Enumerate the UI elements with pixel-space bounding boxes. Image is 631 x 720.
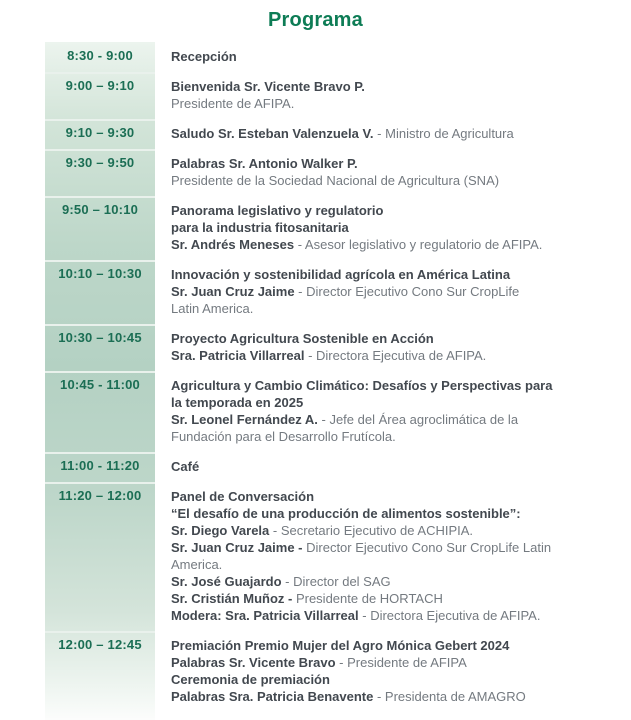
event-text-segment: Recepción [171,49,237,64]
schedule-row [0,119,631,149]
event-line [171,458,621,475]
event-text-segment: Innovación y sostenibilidad agrícola en América Latina [171,267,511,282]
event-text-segment: Proyecto Agricultura Sostenible en Acción [171,331,434,346]
event-text-segment: Modera: Sra. Patricia Villarreal [171,608,359,623]
schedule-row [0,196,631,260]
event-line [171,219,621,236]
time-range: 12:00 – 12:45 [45,631,155,659]
event-text-segment: Bienvenida Sr. Vicente Bravo P. [171,79,365,94]
event-line [171,330,621,347]
time-range: 11:20 – 12:00 [45,482,155,510]
event-text-segment: Presidente de AFIPA. [171,96,295,111]
event-line [171,573,621,590]
event-details [171,482,621,631]
event-line [171,172,621,189]
event-line [171,688,621,705]
event-line [171,347,621,364]
event-text-segment: Director Ejecutivo Cono Sur CropLife Latin [302,540,552,555]
time-range: 9:10 – 9:30 [45,119,155,147]
event-text-segment: - Directora Ejecutiva de AFIPA. [358,608,541,623]
event-text-segment: Sr. Cristián Muñoz - [171,591,293,606]
event-details [171,196,621,260]
time-range: 9:50 – 10:10 [45,196,155,224]
event-text-segment: - Asesor legislativo y regulatorio de AFIPA. [294,237,543,252]
event-line [171,556,621,573]
event-line [171,488,621,505]
event-line [171,428,621,445]
schedule-row [0,482,631,631]
event-details [171,119,621,149]
event-text-segment: para la industria fitosanitaria [171,220,349,235]
event-text-segment: - Presidente de AFIPA [335,655,467,670]
event-text-segment: Premiación Premio Mujer del Agro Mónica Gebert 2024 [171,638,510,653]
event-text-segment: Palabras Sra. Patricia Benavente [171,689,374,704]
event-details [171,42,621,72]
event-text-segment: Sr. Juan Cruz Jaime [171,284,295,299]
event-text-segment: - Director Ejecutivo Cono Sur CropLife [294,284,520,299]
event-line [171,155,621,172]
event-details [171,324,621,371]
event-line [171,522,621,539]
event-line [171,394,621,411]
time-range: 8:30 - 9:00 [67,48,133,63]
event-text-segment: - Secretario Ejecutivo de ACHIPIA. [269,523,474,538]
event-line [171,539,621,556]
event-details [171,149,621,196]
event-text-segment: - Jefe del Área agroclimática de la [317,412,519,427]
event-line [171,411,621,428]
event-details [171,452,621,482]
event-text-segment: - Directora Ejecutiva de AFIPA. [304,348,487,363]
page-title: Programa [268,9,363,31]
time-range: 11:00 - 11:20 [45,452,155,480]
event-text-segment: “El desafío de una producción de alimentos sostenible”: [171,506,521,521]
event-line [171,377,621,394]
event-line [171,202,621,219]
schedule-row [0,371,631,452]
event-text-segment: Sra. Patricia Villarreal [171,348,305,363]
event-text-segment: America. [171,557,223,572]
event-text-segment: Ceremonia de premiación [171,672,330,687]
time-range: 9:30 – 9:50 [45,149,155,177]
event-text-segment: Presidente de la Sociedad Nacional de Agricultura (SNA) [171,173,500,188]
event-text-segment: - Presidenta de AMAGRO [373,689,526,704]
event-line [171,300,621,317]
event-details [171,631,621,712]
event-text-segment: Palabras Sr. Antonio Walker P. [171,156,358,171]
event-text-segment: Panorama legislativo y regulatorio [171,203,384,218]
event-text-segment: Sr. Juan Cruz Jaime - [171,540,303,555]
schedule-row [0,149,631,196]
event-text-segment: Sr. José Guajardo [171,574,282,589]
event-line [171,654,621,671]
event-details [171,371,621,452]
event-text-segment: Fundación para el Desarrollo Frutícola. [171,429,396,444]
event-text-segment: Sr. Diego Varela [171,523,270,538]
event-text-segment: Saludo Sr. Esteban Valenzuela V. [171,126,374,141]
event-details [171,260,621,324]
time-range: 10:30 – 10:45 [45,324,155,352]
schedule-row [0,631,631,712]
event-line [171,607,621,624]
event-line [171,590,621,607]
event-line [171,671,621,688]
event-text-segment: Presidente de HORTACH [292,591,443,606]
event-line [171,125,621,142]
event-line [171,505,621,522]
event-text-segment: - Director del SAG [281,574,391,589]
event-text-segment: la temporada en 2025 [171,395,304,410]
time-range: 10:10 – 10:30 [45,260,155,288]
event-text-segment: Latin America. [171,301,254,316]
schedule-row [0,72,631,119]
schedule-row [0,452,631,482]
event-text-segment: Café [171,459,200,474]
time-range: 10:45 - 11:00 [45,371,155,399]
event-text-segment: - Ministro de Agricultura [373,126,514,141]
event-text-segment: Sr. Leonel Fernández A. [171,412,318,427]
event-line [171,48,621,65]
event-text-segment: Palabras Sr. Vicente Bravo [171,655,336,670]
schedule-list [0,42,631,712]
event-details [171,72,621,119]
event-text-segment: Panel de Conversación [171,489,315,504]
event-text-segment: Sr. Andrés Meneses [171,237,295,252]
event-line [171,266,621,283]
schedule-row [0,42,631,72]
event-line [171,283,621,300]
schedule-row [0,324,631,371]
event-line [171,637,621,654]
event-line [171,236,621,253]
event-line [171,78,621,95]
event-line [171,95,621,112]
event-text-segment: Agricultura y Cambio Climático: Desafíos y Perspectivas para [171,378,553,393]
schedule-row [0,260,631,324]
time-range: 9:00 – 9:10 [45,72,155,100]
